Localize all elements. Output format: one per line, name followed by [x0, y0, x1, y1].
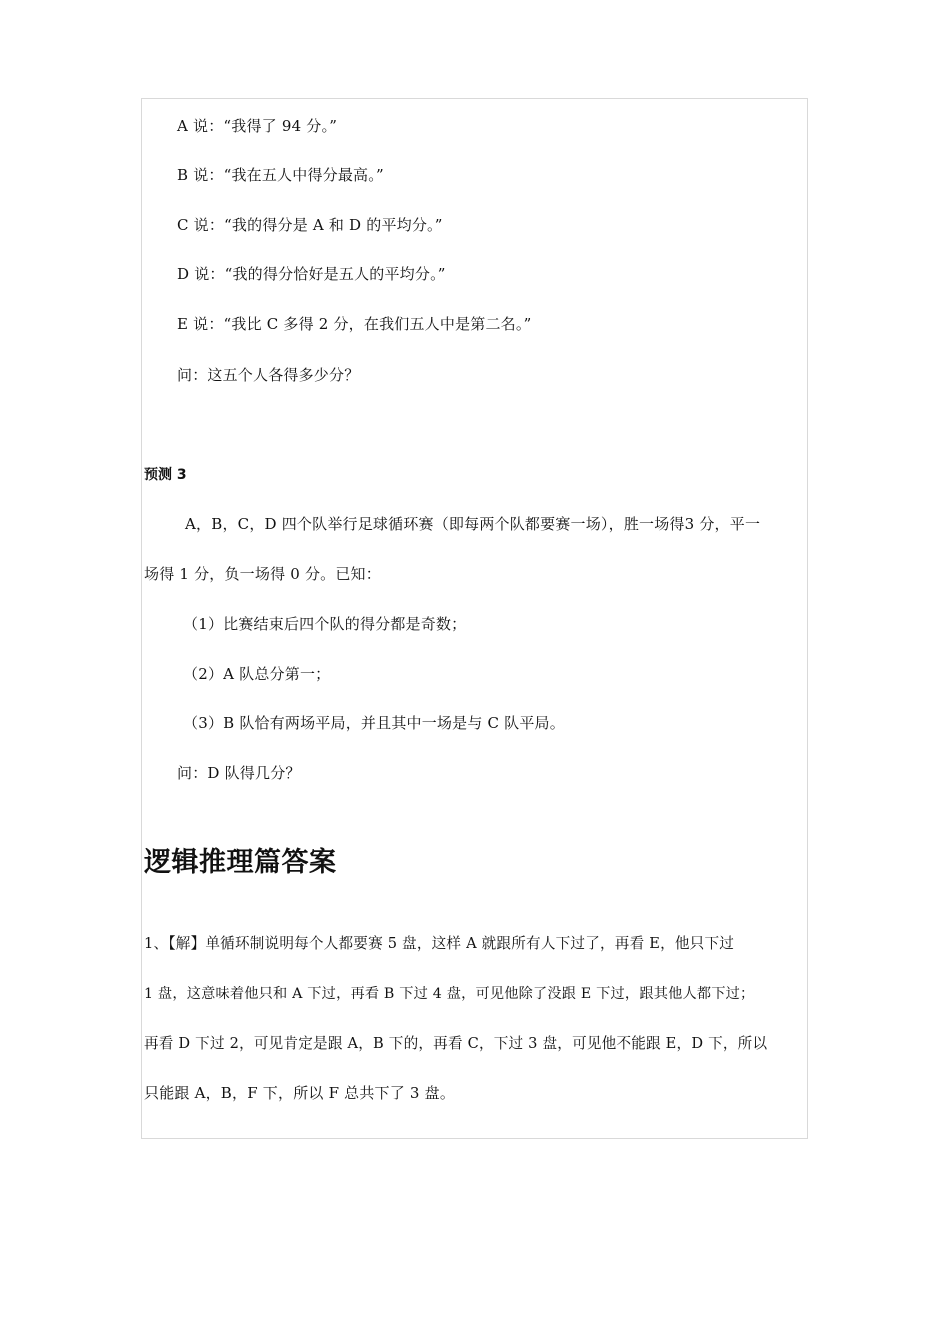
statement-a: A 说：“我得了 94 分。” [177, 117, 338, 135]
question-1: 问：这五个人各得多少分？ [177, 366, 360, 384]
section-intro-line-2: 场得 1 分，负一场得 0 分。已知： [144, 565, 381, 583]
answer-line-1: 1、【解】单循环制说明每个人都要赛 5 盘，这样 A 就跟所有人下过了，再看 E，他只下过 [144, 935, 735, 952]
section-question: 问：D 队得几分？ [177, 764, 301, 782]
answers-heading: 逻辑推理篇答案 [144, 847, 337, 878]
section-intro-line-1: A，B，C，D 四个队举行足球循环赛（即每两个队都要赛一场），胜一场得3 分，平一 [185, 515, 761, 533]
answer-line-3: 再看 D 下过 2，可见肯定是跟 A，B 下的，再看 C，下过 3 盘，可见他不能跟 E，D 下，所以 [144, 1035, 768, 1052]
statement-c: C 说：“我的得分是 A 和 D 的平均分。” [177, 216, 443, 234]
answer-line-4: 只能跟 A，B，F 下，所以 F 总共下了 3 盘。 [144, 1084, 456, 1102]
answer-line-2: 1 盘，这意味着他只和 A 下过，再看 B 下过 4 盘，可见他除了没跟 E 下过，跟其他人都下过； [144, 986, 755, 1002]
statement-b: B 说：“我在五人中得分最高。” [177, 166, 384, 184]
statement-e: E 说：“我比 C 多得 2 分，在我们五人中是第二名。” [177, 315, 532, 333]
condition-2: （2）A 队总分第一； [183, 665, 331, 683]
statement-d: D 说：“我的得分恰好是五人的平均分。” [177, 265, 446, 283]
condition-1: （1）比赛结束后四个队的得分都是奇数； [183, 615, 467, 633]
section-title: 预测 3 [144, 467, 187, 483]
condition-3: （3）B 队恰有两场平局，并且其中一场是与 C 队平局。 [183, 714, 565, 732]
